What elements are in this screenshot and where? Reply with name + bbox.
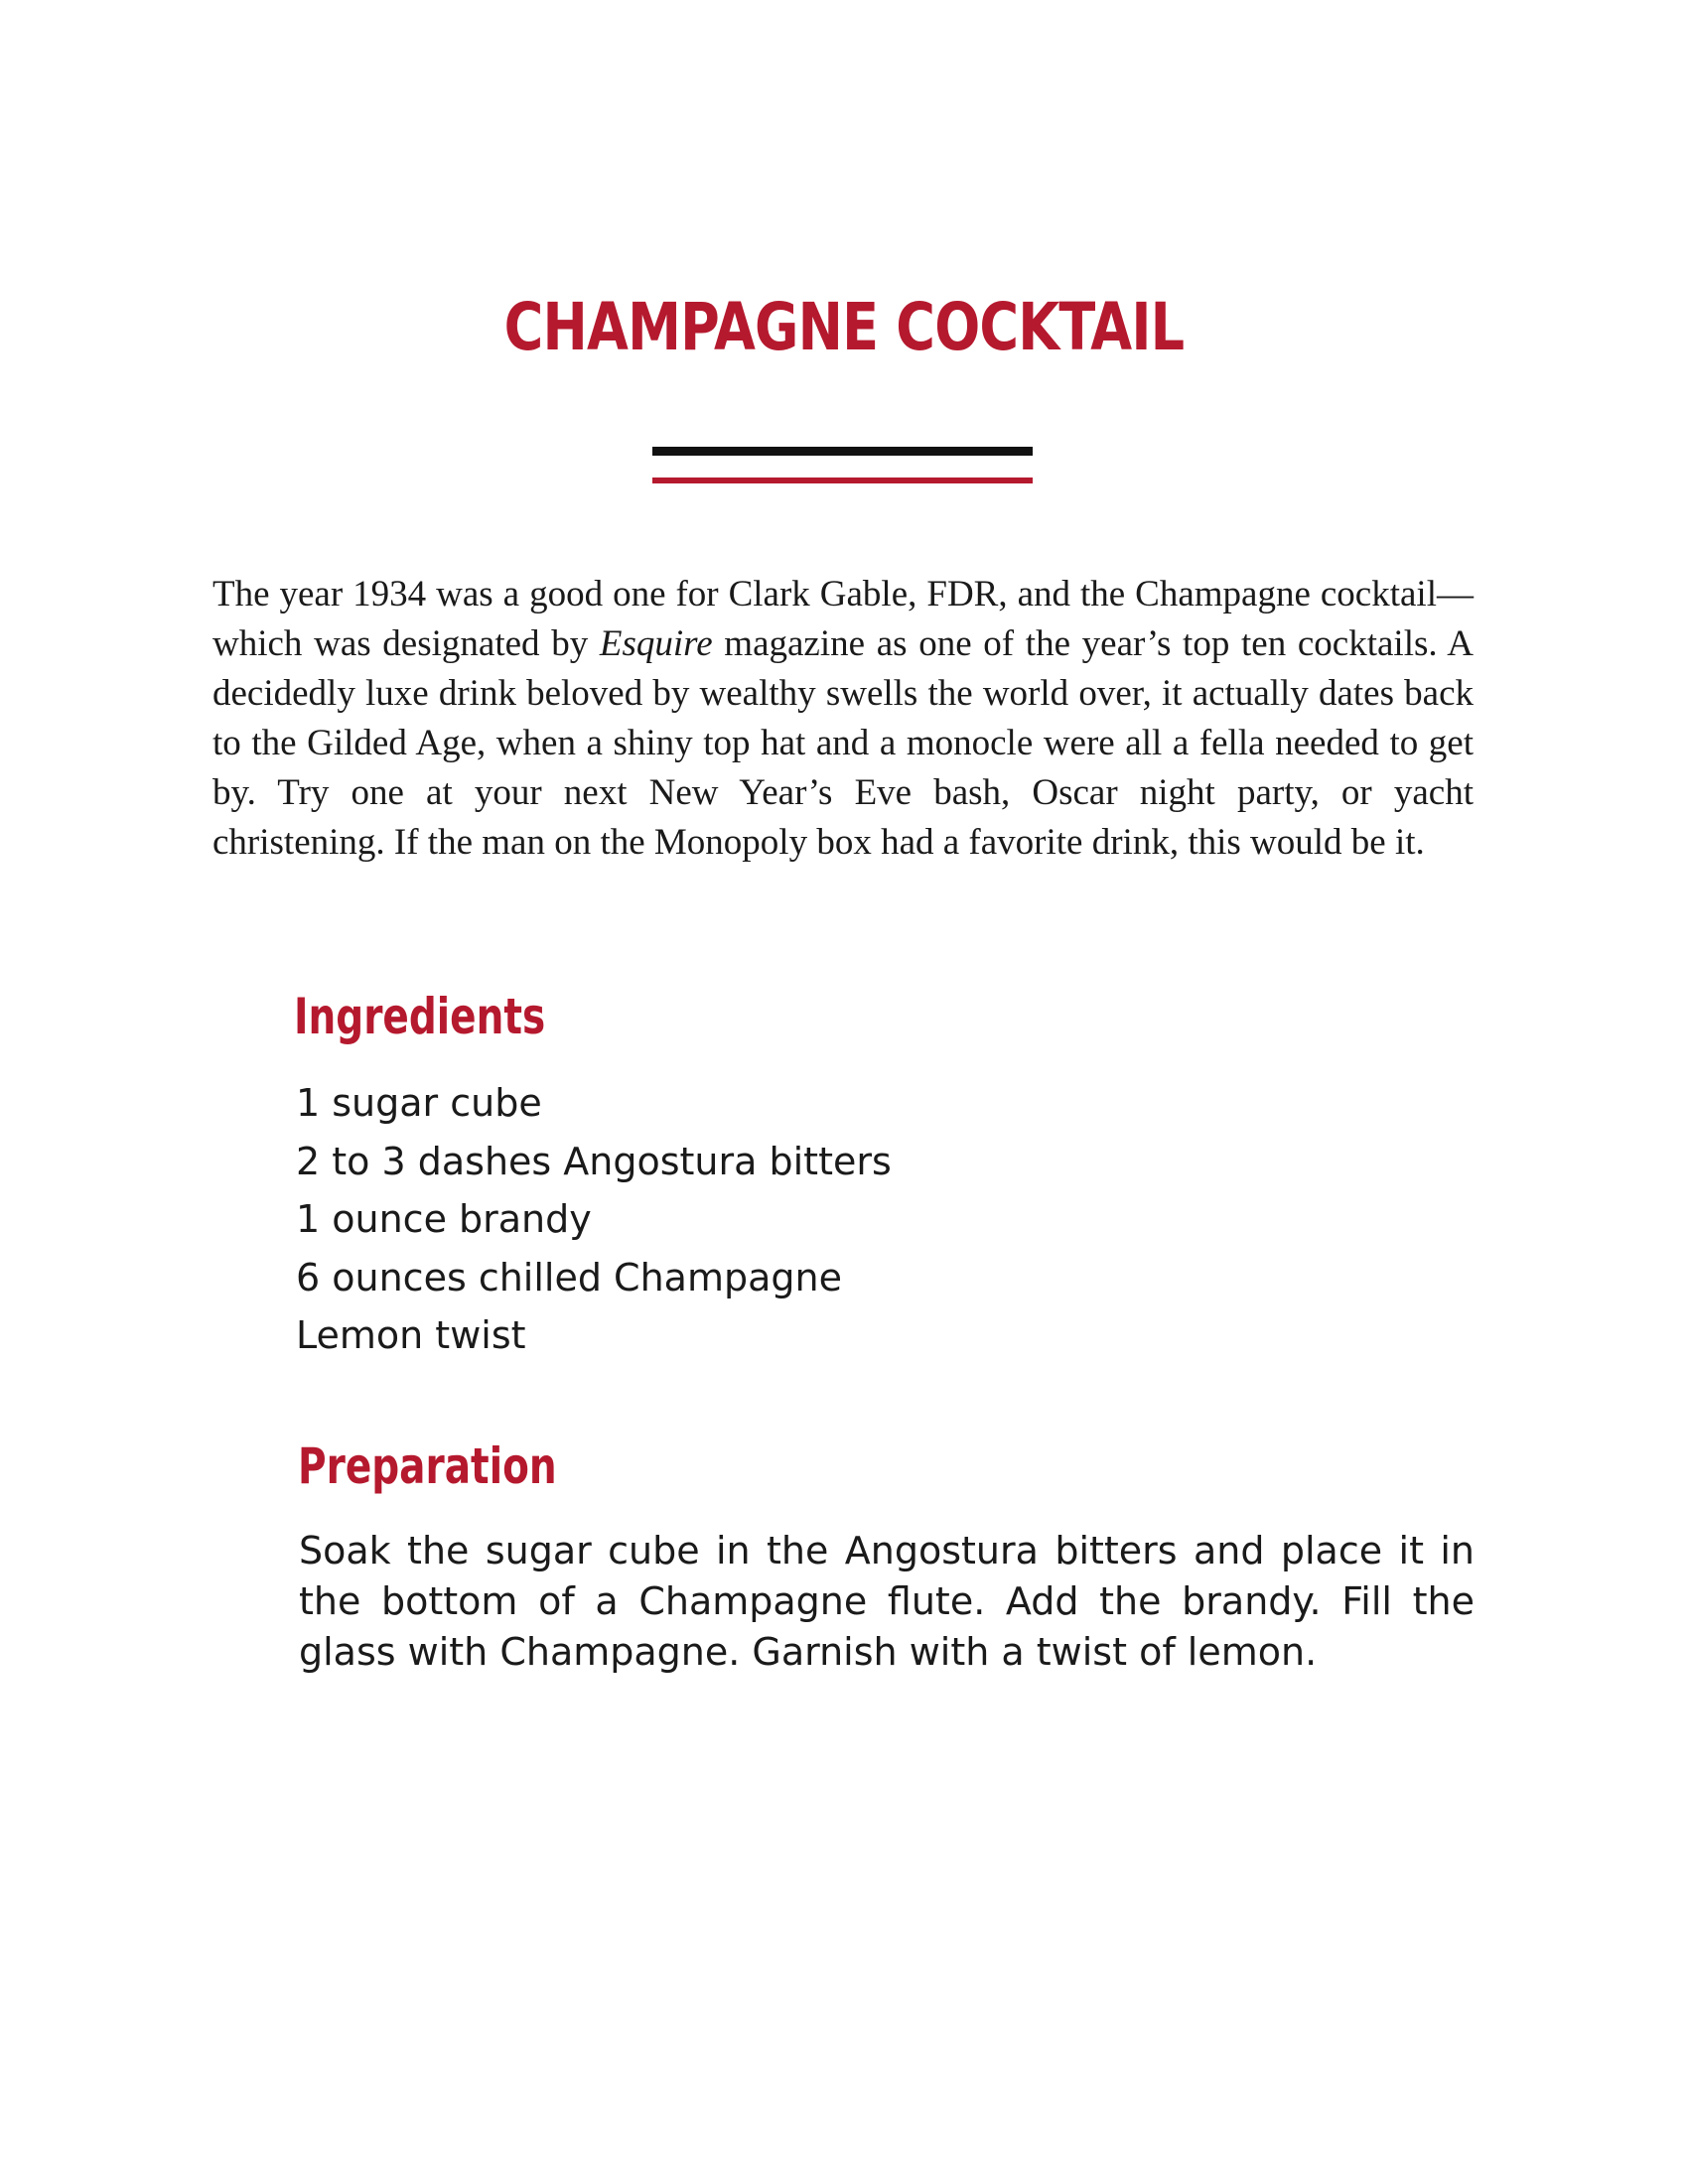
intro-paragraph bbox=[212, 570, 1474, 868]
ingredient-item: 6 ounces chilled Champagne bbox=[296, 1255, 842, 1299]
ingredient-item: 1 ounce brandy bbox=[296, 1197, 592, 1241]
preparation-heading: Preparation bbox=[298, 1437, 557, 1495]
ingredients-heading: Ingredients bbox=[294, 988, 546, 1045]
ingredient-item: Lemon twist bbox=[296, 1313, 526, 1357]
intro-text-start: The year 1934 was a good one for Clark Gable, FDR, and the Champagne cocktail—which was designated by bbox=[212, 574, 1474, 664]
preparation-text: Soak the sugar cube in the Angostura bitters and place it in the bottom of a Champagne flute. Add the brandy. Fill the glass with Champagne. Garnish with a twist of lemon. bbox=[299, 1529, 1475, 1674]
intro-magazine-name: Esquire bbox=[599, 623, 713, 664]
title-divider-black bbox=[652, 447, 1033, 456]
ingredient-item: 2 to 3 dashes Angostura bitters bbox=[296, 1139, 892, 1183]
page-title: CHAMPAGNE COCKTAIL bbox=[503, 289, 1185, 365]
ingredients-list bbox=[296, 1074, 892, 1365]
ingredient-item: 1 sugar cube bbox=[296, 1081, 542, 1125]
intro-text-end: magazine as one of the year’s top ten cocktails. A decidedly luxe drink beloved by wealthy swells the world over, it actually dates back to the Gilded Age, when a shiny top hat and a monocle were all a fella needed to get by. Try one at your next New Year’s Eve bash, Oscar night party, or yacht christening. If the man on the Monopoly box had a favorite drink, this would be it. bbox=[212, 623, 1474, 863]
title-divider-red bbox=[652, 478, 1033, 483]
